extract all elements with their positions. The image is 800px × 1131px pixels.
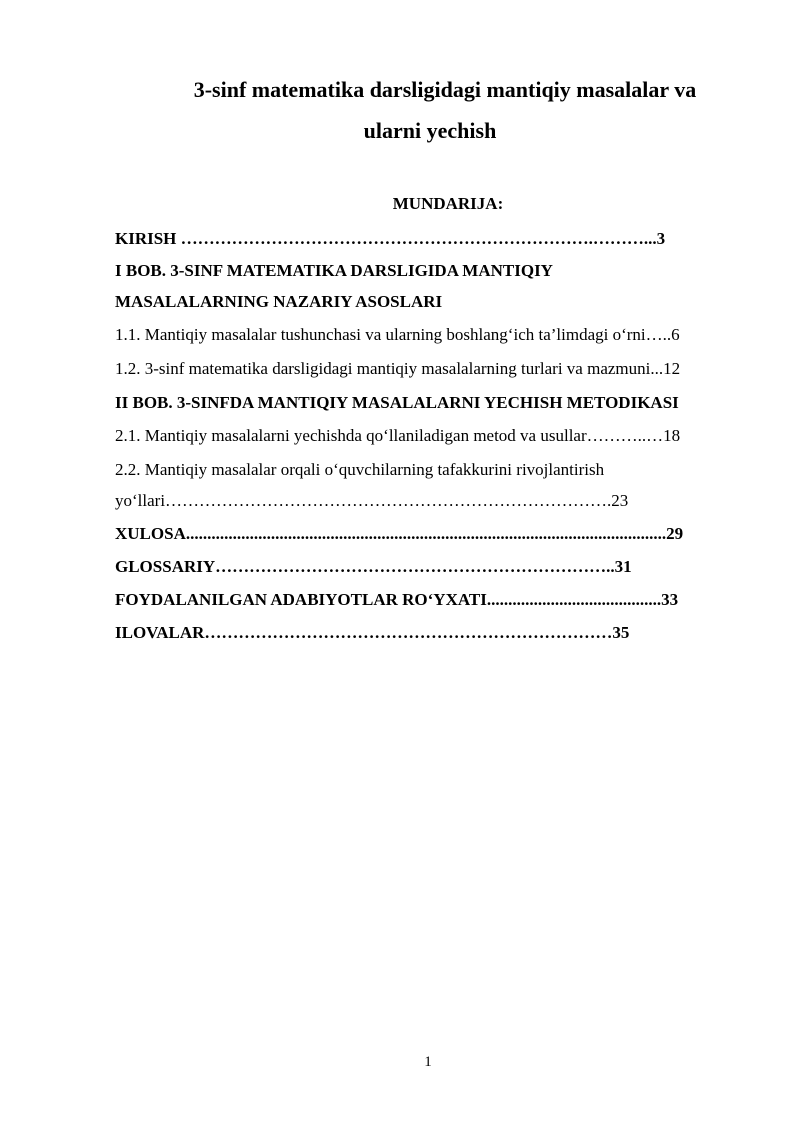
document-title-line-2: ularni yechish — [363, 118, 497, 143]
toc-entry-xulosa: XULOSA.................................................................................................................29 — [115, 524, 684, 543]
toc-entry-glossariy: GLOSSARIY……………………………………………………………..31 — [115, 557, 632, 576]
toc-entry-2-1: 2.1. Mantiqiy masalalarni yechishda qo‘llaniladigan metod va usullar………..…18 — [115, 426, 681, 445]
toc-entry-1-1: 1.1. Mantiqiy masalalar tushunchasi va ularning boshlang‘ich ta’limdagi o‘rni…..6 — [115, 325, 680, 344]
toc-entry-2-2-line-2: yo‘llari…………………………………………………………………….23 — [115, 491, 629, 510]
toc-chapter-1-heading-line-1: I BOB. 3-SINF MATEMATIKA DARSLIGIDA MANTIQIY — [115, 261, 553, 280]
toc-chapter-1-heading-line-2: MASALALARNING NAZARIY ASOSLARI — [115, 292, 443, 311]
toc-entry-2-2-line-1: 2.2. Mantiqiy masalalar orqali o‘quvchilarning tafakkurini rivojlantirish — [115, 460, 605, 479]
document-title-line-1: 3-sinf matematika darsligidagi mantiqiy masalalar va — [193, 77, 697, 102]
toc-chapter-2-heading: II BOB. 3-SINFDA MANTIQIY MASALALARNI YECHISH METODIKASI — [115, 393, 679, 412]
toc-entry-kirish: KIRISH ……………………………………………………………….………...3 — [115, 229, 666, 248]
page-number: 1 — [424, 1054, 432, 1070]
toc-entry-adabiyotlar: FOYDALANILGAN ADABIYOTLAR RO‘YXATI.........................................33 — [115, 590, 679, 609]
toc-heading: MUNDARIJA: — [392, 194, 504, 213]
toc-entry-ilovalar: ILOVALAR………………………………………………………………35 — [115, 623, 630, 642]
toc-entry-1-2: 1.2. 3-sinf matematika darsligidagi mantiqiy masalalarning turlari va mazmuni...12 — [115, 359, 681, 378]
